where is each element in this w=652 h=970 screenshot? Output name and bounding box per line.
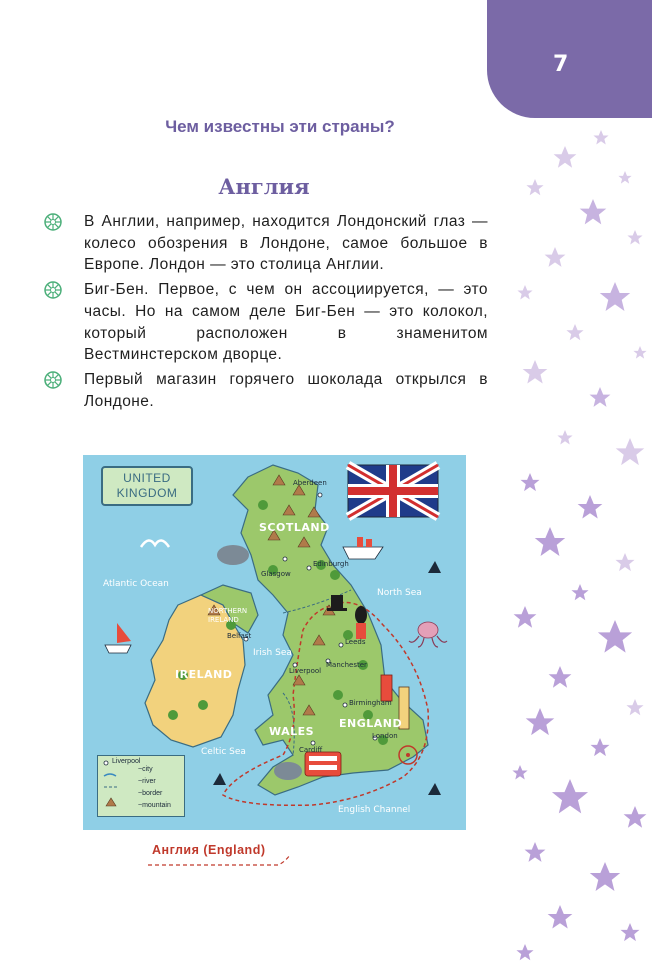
ireland-label: IRELAND bbox=[175, 668, 233, 681]
north-sea-label: North Sea bbox=[377, 588, 422, 598]
page-tab bbox=[487, 0, 652, 118]
legend-city: ~city bbox=[138, 766, 153, 773]
country-title: Англия bbox=[218, 174, 310, 199]
map-legend bbox=[97, 755, 185, 817]
whale-fin-icon bbox=[428, 561, 441, 573]
page-number: 7 bbox=[553, 52, 569, 77]
fact-text: Первый магазин горячего шоколада открылся в Лондоне. bbox=[84, 370, 488, 410]
city-label: Belfast bbox=[227, 632, 252, 640]
united-kingdom-badge: UNITED KINGDOM bbox=[101, 466, 193, 506]
city-label: Liverpool bbox=[289, 667, 322, 675]
scotland-label: SCOTLAND bbox=[259, 521, 330, 534]
list-item bbox=[44, 369, 488, 412]
octopus-icon bbox=[409, 622, 447, 647]
list-item bbox=[44, 279, 488, 366]
section-heading: Чем известны эти страны? bbox=[165, 117, 395, 136]
english-channel-label: English Channel bbox=[338, 805, 411, 815]
legend-river: ~river bbox=[138, 778, 156, 785]
city-label: Cardiff bbox=[299, 746, 323, 754]
facts-list bbox=[44, 211, 488, 415]
whale-fin-icon bbox=[213, 773, 226, 785]
union-flag-icon bbox=[348, 465, 438, 517]
list-item bbox=[44, 211, 488, 276]
swirl-bullet-icon bbox=[44, 213, 62, 231]
legend-border: ~border bbox=[138, 790, 163, 797]
city-label: Birmingham bbox=[349, 699, 392, 707]
celtic-sea-label: Celtic Sea bbox=[201, 747, 246, 757]
city-label: Leeds bbox=[345, 638, 366, 646]
atlantic-ocean-label: Atlantic Ocean bbox=[103, 579, 169, 589]
legend-sample-city: Liverpool bbox=[112, 758, 141, 765]
fact-text: В Англии, например, находится Лондонский глаз — колесо обозрения в Лондоне, самое большое в Европе. Лондон — это столица Англии. bbox=[84, 213, 488, 274]
wales-label: WALES bbox=[269, 725, 315, 738]
england-label: ENGLAND bbox=[339, 717, 403, 730]
seagull-icon bbox=[141, 540, 169, 547]
legend-mountain: ~mountain bbox=[138, 802, 171, 809]
swirl-bullet-icon bbox=[44, 371, 62, 389]
phone-box-icon bbox=[381, 675, 392, 701]
city-label: Edinburgh bbox=[313, 560, 349, 568]
city-label: Manchester bbox=[326, 661, 367, 669]
city-label: London bbox=[372, 732, 398, 740]
decorative-stars bbox=[505, 118, 652, 970]
double-decker-bus-icon bbox=[305, 752, 341, 776]
city-label: Glasgow bbox=[261, 570, 291, 578]
irish-sea-label: Irish Sea bbox=[253, 648, 292, 658]
whale-fin-icon bbox=[428, 783, 441, 795]
sailboat-icon bbox=[105, 623, 131, 653]
map-caption: Англия (England) bbox=[152, 843, 266, 857]
city-label: Aberdeen bbox=[293, 479, 327, 487]
caption-pointer bbox=[146, 855, 316, 885]
fact-text: Биг-Бен. Первое, с чем он ассоциируется, — это часы. Но на самом деле Биг-Бен — это колокол, который расположен в знаменитом Вестминстерском дворце. bbox=[84, 281, 488, 364]
ship-icon bbox=[343, 537, 383, 559]
uk-map bbox=[83, 455, 466, 830]
northern-ireland-label: NORTHERN IRELAND bbox=[208, 607, 248, 624]
swirl-bullet-icon bbox=[44, 281, 62, 299]
